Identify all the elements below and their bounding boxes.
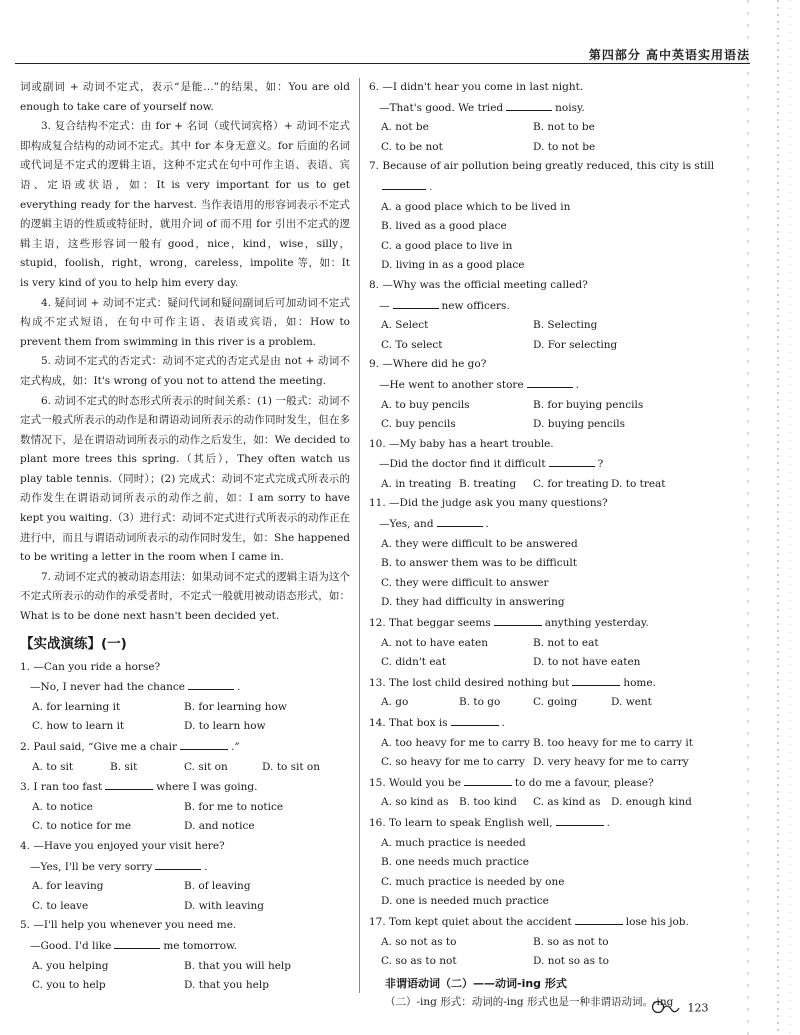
grammar-point: 5. 动词不定式的否定式：动词不定式的否定式是由 not + 动词不定式构成，如：It's wrong of you not to attend the meeting.	[20, 355, 350, 387]
answer-options	[369, 396, 709, 435]
question-stem: 8. —Why was the official meeting called?	[369, 278, 588, 291]
question-reply-text: —Yes, I'll be very sorry	[30, 860, 153, 873]
answer-options	[20, 957, 350, 996]
question-reply	[369, 454, 709, 475]
answer-option: B. to answer them was to be difficult	[381, 557, 577, 570]
answer-options	[369, 535, 709, 613]
answer-option: D. enough kind	[611, 796, 692, 809]
answer-option: B. lived as a good place	[381, 220, 507, 233]
answer-options	[369, 933, 709, 972]
question	[20, 658, 350, 737]
answer-option: B. for me to notice	[184, 800, 284, 813]
question	[369, 613, 709, 673]
answer-options	[369, 475, 709, 495]
practice-title: 【实战演练】(一)	[20, 635, 127, 652]
answer-option: B. of leaving	[184, 880, 251, 893]
question-reply	[369, 98, 709, 119]
answer-option: D. went	[611, 696, 652, 709]
question-reply-text: me tomorrow.	[163, 939, 238, 952]
question	[369, 673, 709, 713]
answer-option: A. they were difficult to be answered	[381, 537, 578, 550]
question-reply	[20, 936, 350, 957]
answer-option: A. to notice	[32, 800, 93, 813]
question-stem: 10. —My baby has a heart trouble.	[369, 437, 554, 450]
left-column	[20, 78, 350, 996]
question-reply	[369, 296, 709, 317]
answer-option: A. Select	[381, 319, 429, 332]
answer-blank	[382, 177, 426, 190]
answer-blank	[155, 857, 201, 870]
question-reply-text: —No, I never had the chance	[30, 681, 186, 694]
column-divider	[359, 78, 360, 993]
answer-option: A. for learning it	[32, 700, 121, 713]
question-reply-text: .	[237, 681, 241, 694]
answer-option: B. sit	[110, 760, 138, 773]
question-stem	[20, 737, 350, 758]
question-list-left	[20, 658, 350, 996]
answer-option: A. to sit	[32, 760, 74, 773]
question	[369, 157, 715, 276]
question-stem-text: lose his job.	[625, 915, 689, 928]
question-stem	[369, 912, 709, 933]
answer-options	[20, 698, 350, 737]
answer-option: D. with leaving	[184, 899, 264, 912]
question-stem: 11. —Did the judge ask you many questions?	[369, 497, 608, 510]
answer-option: C. a good place to live in	[381, 239, 513, 252]
answer-options	[20, 758, 350, 778]
question	[369, 494, 709, 613]
question-stem-text: 13. The lost child desired nothing but	[369, 676, 570, 689]
question-reply	[20, 857, 350, 878]
answer-option: C. to leave	[32, 899, 89, 912]
answer-options	[369, 734, 709, 773]
question	[369, 78, 709, 157]
question	[369, 713, 709, 773]
grammar-point: 6. 动词不定式的时态形式所表示的时间关系：(1) 一般式：动词不定式一般式所表示的动作是和谓语动词所表示的动作同时发生，但在多数情况下，是在谓语动词所表示的动作之后发生，如：We decided to plant more trees this spring.（其后），They often watch us play table tennis.（同时）；(2) 完成式：动词不定式完成式所表示的动作发生在谓语动词所表示的动作之前，如：I am sorry to have kept you waiting.（3）进行式：动词不定式进行式所表示的动作正在进行中，而且与谓语动词所表示的动作同时发生，如：She happened to be writing a letter in the room when I came in.	[20, 394, 350, 564]
question-reply-text: .	[485, 518, 489, 531]
answer-options	[369, 793, 709, 813]
answer-blank	[549, 454, 595, 467]
question-stem-text: 16. To learn to speak English well,	[369, 816, 553, 829]
question	[369, 276, 709, 355]
answer-blank	[506, 98, 552, 111]
scan-edge-decoration	[738, 0, 800, 1035]
answer-options	[20, 877, 350, 916]
answer-option: C. how to learn it	[32, 720, 125, 733]
answer-option: C. much practice is needed by one	[381, 875, 565, 888]
question-stem-text: 12. That beggar seems	[369, 617, 491, 630]
answer-option: D. to not have eaten	[533, 656, 641, 669]
question	[20, 837, 350, 916]
answer-option: D. and notice	[184, 820, 255, 833]
answer-option: D. to treat	[611, 477, 666, 490]
question-reply-text: .	[429, 180, 433, 193]
answer-option: B. Selecting	[533, 319, 598, 332]
right-column	[369, 78, 715, 1013]
question-reply-text: .	[575, 378, 580, 391]
question-stem	[369, 813, 709, 834]
answer-blank	[114, 936, 160, 949]
answer-options	[20, 798, 350, 837]
answer-options	[369, 693, 709, 713]
question-reply-text: —Good. I'd like	[30, 939, 112, 952]
answer-options	[369, 316, 709, 355]
answer-options	[369, 198, 709, 276]
question-stem: 9. —Where did he go?	[369, 358, 487, 371]
grammar-intro: 词或副词 + 动词不定式，表示“是能…”的结果，如：You are old enough to take care of yourself now.	[20, 81, 350, 113]
answer-option: C. to be not	[381, 140, 443, 153]
question-reply	[20, 677, 350, 698]
question-stem-text: .	[501, 717, 506, 729]
answer-option: C. To select	[381, 338, 443, 351]
question-reply-text: —He went to another store	[379, 378, 524, 391]
answer-option: B. to go	[459, 696, 501, 709]
answer-option: D. For selecting	[533, 338, 618, 351]
answer-blank	[180, 737, 228, 750]
answer-option: C. as kind as	[533, 796, 601, 809]
question-stem-text: 17. Tom kept quiet about the accident	[369, 915, 572, 928]
question-stem-text: 15. Would you be	[369, 776, 461, 789]
question	[369, 773, 709, 813]
question-stem-text: .	[606, 816, 610, 829]
answer-option: D. one is needed much practice	[381, 895, 549, 908]
answer-option: B. for learning how	[184, 700, 287, 713]
answer-blank	[556, 813, 604, 826]
grammar-point: 7. 动词不定式的被动语态用法：如果动词不定式的逻辑主语为这个不定式所表示的动作的承受者时，不定式一般就用被动语态形式，如：What is to be done next hasn't been decided yet.	[20, 570, 350, 623]
answer-option: A. not to have eaten	[381, 636, 488, 649]
question-stem-text: anything yesterday.	[544, 617, 649, 630]
question-stem-text: 14. That box is	[369, 717, 448, 729]
answer-option: C. they were difficult to answer	[381, 576, 549, 589]
answer-option: B. too kind	[459, 796, 517, 809]
answer-options	[369, 634, 709, 673]
answer-option: D. buying pencils	[533, 418, 625, 431]
question-reply-text: ?	[597, 458, 604, 471]
answer-option: A. for leaving	[32, 880, 104, 893]
answer-option: D. to sit on	[262, 760, 320, 773]
answer-option: B. that you will help	[184, 959, 291, 972]
question-reply-text: .	[204, 860, 208, 873]
question	[369, 355, 709, 434]
question-stem	[369, 613, 709, 634]
next-section-title: 非谓语动词（二）——动词-ing 形式	[385, 976, 567, 990]
question-stem: 5. —I'll help you whenever you need me.	[20, 919, 237, 932]
question-reply	[369, 375, 709, 396]
page-number: 123	[687, 1001, 709, 1015]
answer-blank	[105, 777, 153, 790]
question-reply-text: new officers.	[441, 299, 510, 312]
answer-option: D. very heavy for me to carry	[533, 756, 689, 769]
header-rule	[15, 63, 750, 64]
answer-blank	[393, 296, 439, 309]
answer-option: A. in treating	[381, 477, 452, 490]
question-stem-text: to do me a favour, please?	[514, 776, 654, 789]
question-stem-text: where I was going.	[156, 781, 258, 794]
question-reply	[369, 177, 709, 198]
answer-option: D. to learn how	[184, 720, 266, 733]
page-header	[15, 30, 750, 64]
question-stem	[369, 713, 709, 734]
answer-blank	[527, 375, 573, 388]
answer-options	[369, 834, 709, 912]
answer-options	[369, 118, 709, 157]
question-reply	[369, 514, 709, 535]
answer-option: B. too heavy for me to carry it	[533, 736, 694, 749]
page-footer	[651, 1000, 709, 1017]
question-stem: 6. —I didn't hear you come in last night.	[369, 81, 584, 93]
answer-option: A. a good place which to be lived in	[381, 200, 571, 213]
answer-option: C. so as to not	[381, 955, 457, 968]
answer-option: A. too heavy for me to carry	[381, 736, 530, 749]
next-section-text: （二）-ing 形式：动词的-ing 形式也是一种非谓语动词。-ing	[385, 996, 674, 1009]
answer-blank	[575, 912, 623, 925]
section-title: 第四部分 高中英语实用语法	[588, 48, 750, 62]
answer-blank	[451, 713, 499, 726]
question-stem: 4. —Have you enjoyed your visit here?	[20, 839, 225, 852]
question-stem	[369, 773, 709, 794]
question	[20, 777, 350, 837]
answer-option: A. much practice is needed	[381, 836, 526, 849]
question-reply-text: —That's good. We tried	[379, 101, 504, 114]
answer-option: D. they had difficulty in answering	[381, 596, 565, 609]
question-reply-text: noisy.	[555, 101, 585, 114]
answer-option: C. buy pencils	[381, 418, 456, 431]
question-stem	[20, 777, 350, 798]
answer-option: C. for treating	[533, 477, 609, 490]
answer-option: C. you to help	[32, 979, 106, 992]
answer-option: B. not to eat	[533, 636, 599, 649]
answer-option: B. one needs much practice	[381, 856, 529, 869]
answer-blank	[188, 677, 234, 690]
answer-blank	[464, 773, 512, 786]
question-stem: 1. —Can you ride a horse?	[20, 660, 161, 673]
question-reply-text: —	[379, 299, 390, 312]
answer-option: B. for buying pencils	[533, 398, 644, 411]
answer-option: C. to notice for me	[32, 820, 132, 833]
question-stem-text: 3. I ran too fast	[20, 781, 103, 794]
answer-option: D. that you help	[184, 979, 269, 992]
answer-blank	[437, 514, 483, 527]
answer-option: C. didn't eat	[381, 656, 447, 669]
question	[20, 737, 350, 777]
question	[20, 916, 350, 995]
answer-option: C. going	[533, 696, 578, 709]
answer-option: C. sit on	[184, 760, 228, 773]
answer-option: B. not to be	[533, 121, 595, 134]
answer-option: A. so kind as	[381, 796, 449, 809]
answer-option: A. not be	[381, 121, 429, 134]
footer-logo-icon	[651, 1000, 681, 1017]
answer-option: A. so not as to	[381, 935, 457, 948]
question	[369, 435, 709, 495]
answer-option: D. living in as a good place	[381, 259, 525, 272]
question	[369, 912, 709, 972]
answer-option: A. to buy pencils	[381, 398, 470, 411]
question-stem	[369, 673, 709, 694]
question-stem-text: .”	[231, 741, 240, 753]
question-stem: 7. Because of air pollution being greatly reduced, this city is still	[369, 160, 715, 173]
answer-option: C. so heavy for me to carry	[381, 756, 525, 769]
answer-option: D. to not be	[533, 140, 596, 153]
question-reply-text: —Did the doctor find it difficult	[379, 458, 546, 471]
answer-option: A. you helping	[32, 959, 109, 972]
question-list-right	[369, 78, 715, 972]
question-reply-text: —Yes, and	[379, 518, 434, 531]
question-stem-text: 2. Paul said, “Give me a chair	[20, 741, 178, 753]
answer-blank	[572, 673, 620, 686]
question	[369, 813, 709, 912]
answer-option: D. not so as to	[533, 955, 609, 968]
grammar-point: 3. 复合结构不定式：由 for + 名词（或代词宾格）+ 动词不定式即构成复合结构的动词不定式。其中 for 本身无意义。for 后面的名词或代词是不定式的逻辑主语，这种不定式在句中可作主语、表语、宾语、定语或状语，如：It is very important for us to get everything ready for the harvest. 当作表语用的形容词表示不定式的逻辑主语的性质或特征时，就用介词 of 而不用 for 引出不定式的逻辑主语，这些形容词一般有 good，nice，kind，wise，silly，stupid，foolish，right，wrong，careless，impolite 等，如：It is very kind of you to help him every day.	[20, 120, 350, 289]
answer-option: A. go	[381, 696, 409, 709]
answer-option: B. so as not to	[533, 935, 609, 948]
question-stem-text: home.	[623, 676, 656, 689]
grammar-point: 4. 疑问词 + 动词不定式：疑问代词和疑问副词后可加动词不定式构成不定式短语，在句中可作主语、表语或宾语，如：How to prevent them from swimming in this river is a problem.	[20, 296, 350, 348]
answer-blank	[494, 613, 542, 626]
answer-option: B. treating	[459, 477, 517, 490]
